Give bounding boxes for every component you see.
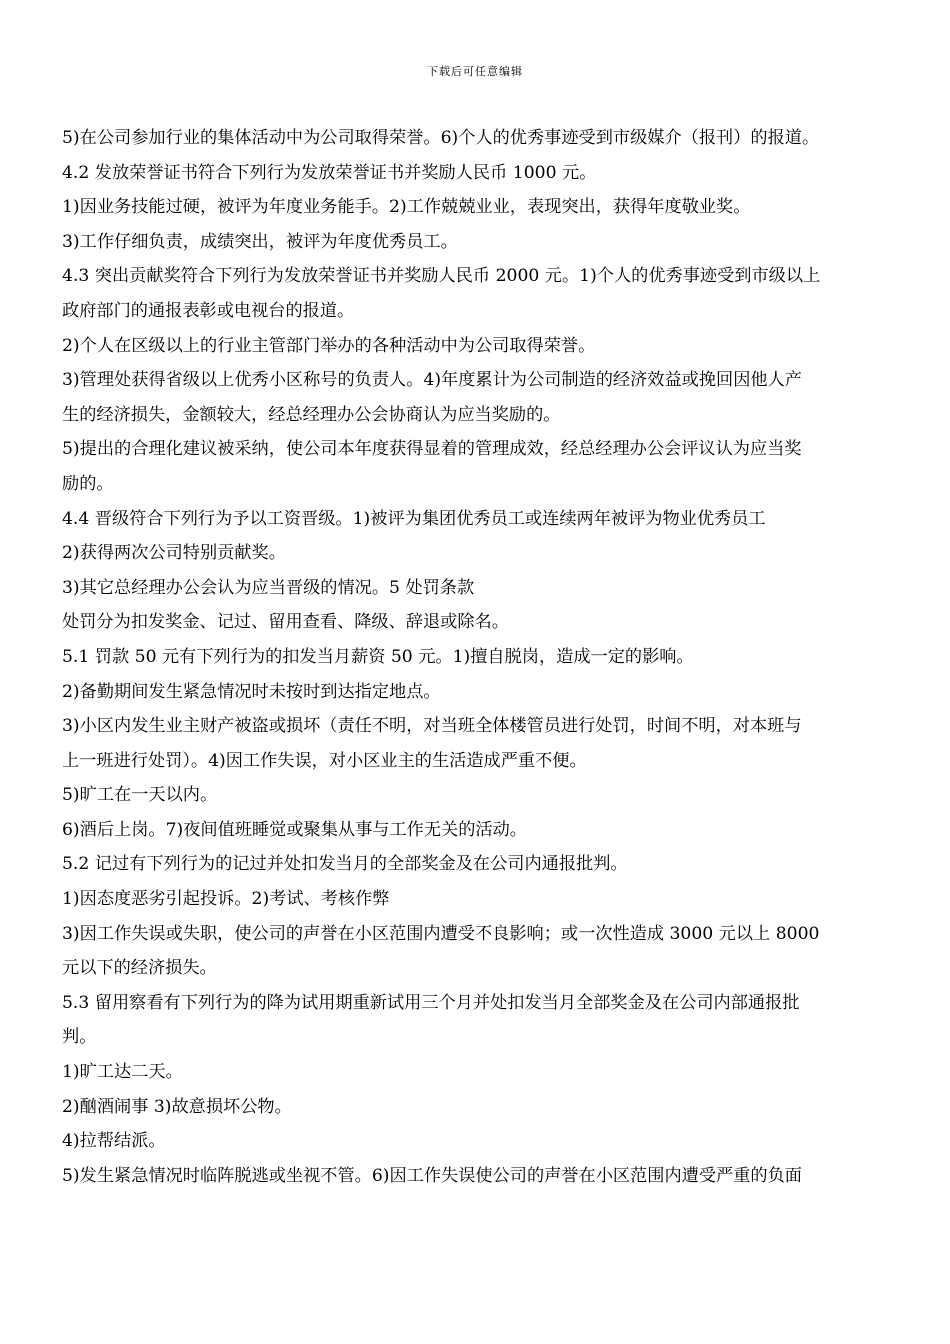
text-line: 2)备勤期间发生紧急情况时未按时到达指定地点。 — [62, 681, 441, 702]
text-line: 3)其它总经理办公会认为应当晋级的情况。5 处罚条款 — [62, 577, 475, 598]
document-body — [62, 121, 892, 1193]
text-line: 元以下的经济损失。 — [62, 958, 217, 979]
text-line: 5.1 罚款 50 元有下列行为的扣发当月薪资 50 元。1)擅自脱岗，造成一定的影响。 — [62, 646, 694, 667]
text-line: 生的经济损失，金额较大，经总经理办公会协商认为应当奖励的。 — [62, 404, 561, 425]
text-line: 处罚分为扣发奖金、记过、留用查看、降级、辞退或除名。 — [62, 612, 509, 633]
text-line: 4)拉帮结派。 — [62, 1131, 166, 1152]
page-header: 下载后可任意编辑 — [427, 65, 523, 78]
text-line: 5.2 记过有下列行为的记过并处扣发当月的全部奖金及在公司内通报批判。 — [62, 854, 628, 875]
text-line: 上一班进行处罚）。4)因工作失误，对小区业主的生活造成严重不便。 — [62, 750, 587, 771]
text-line: 励的。 — [62, 473, 114, 494]
text-line: 2)个人在区级以上的行业主管部门举办的各种活动中为公司取得荣誉。 — [62, 335, 596, 356]
text-line: 1)因态度恶劣引起投诉。2)考试、考核作弊 — [62, 889, 390, 910]
text-line: 5)在公司参加行业的集体活动中为公司取得荣誉。6)个人的优秀事迹受到市级媒介（报刊）的报道。 — [62, 128, 820, 148]
text-line: 3)小区内发生业主财产被盗或损坏（责任不明，对当班全体楼管员进行处罚，时间不明，对本班与 — [62, 716, 802, 737]
text-line: 4.3 突出贡献奖符合下列行为发放荣誉证书并奖励人民币 2000 元。1)个人的优秀事迹受到市级以上 — [62, 266, 821, 287]
text-line: 4.4 晋级符合下列行为予以工资晋级。1)被评为集团优秀员工或连续两年被评为物业优秀员工 — [62, 508, 766, 529]
text-line: 5)旷工在一天以内。 — [62, 785, 218, 806]
text-line: 政府部门的通报表彰或电视台的报道。 — [62, 300, 355, 321]
text-line: 4.2 发放荣誉证书符合下列行为发放荣誉证书并奖励人民币 1000 元。 — [62, 162, 597, 183]
text-line: 3)因工作失误或失职，使公司的声誉在小区范围内遭受不良影响；或一次性造成 3000 元以上 8000 — [62, 923, 820, 944]
text-line: 3)工作仔细负责，成绩突出，被评为年度优秀员工。 — [62, 231, 458, 252]
text-line: 判。 — [62, 1027, 97, 1048]
text-line: 3)管理处获得省级以上优秀小区称号的负责人。4)年度累计为公司制造的经济效益或挽回因他人产 — [62, 370, 802, 391]
text-line: 2)酗酒闹事 3)故意损坏公物。 — [62, 1096, 292, 1117]
text-line: 5)发生紧急情况时临阵脱逃或坐视不管。6)因工作失误使公司的声誉在小区范围内遭受严重的负面 — [62, 1165, 802, 1186]
text-line: 6)酒后上岗。7)夜间值班睡觉或聚集从事与工作无关的活动。 — [62, 819, 527, 840]
text-line: 5)提出的合理化建议被采纳，使公司本年度获得显着的管理成效，经总经理办公会评议认为应当奖 — [62, 439, 802, 460]
text-line: 5.3 留用察看有下列行为的降为试用期重新试用三个月并处扣发当月全部奖金及在公司内部通报批 — [62, 992, 800, 1013]
text-line: 1)因业务技能过硬，被评为年度业务能手。2)工作兢兢业业，表现突出，获得年度敬业奖。 — [62, 197, 751, 218]
text-line: 2)获得两次公司特别贡献奖。 — [62, 543, 286, 564]
text-line: 1)旷工达二天。 — [62, 1062, 183, 1083]
